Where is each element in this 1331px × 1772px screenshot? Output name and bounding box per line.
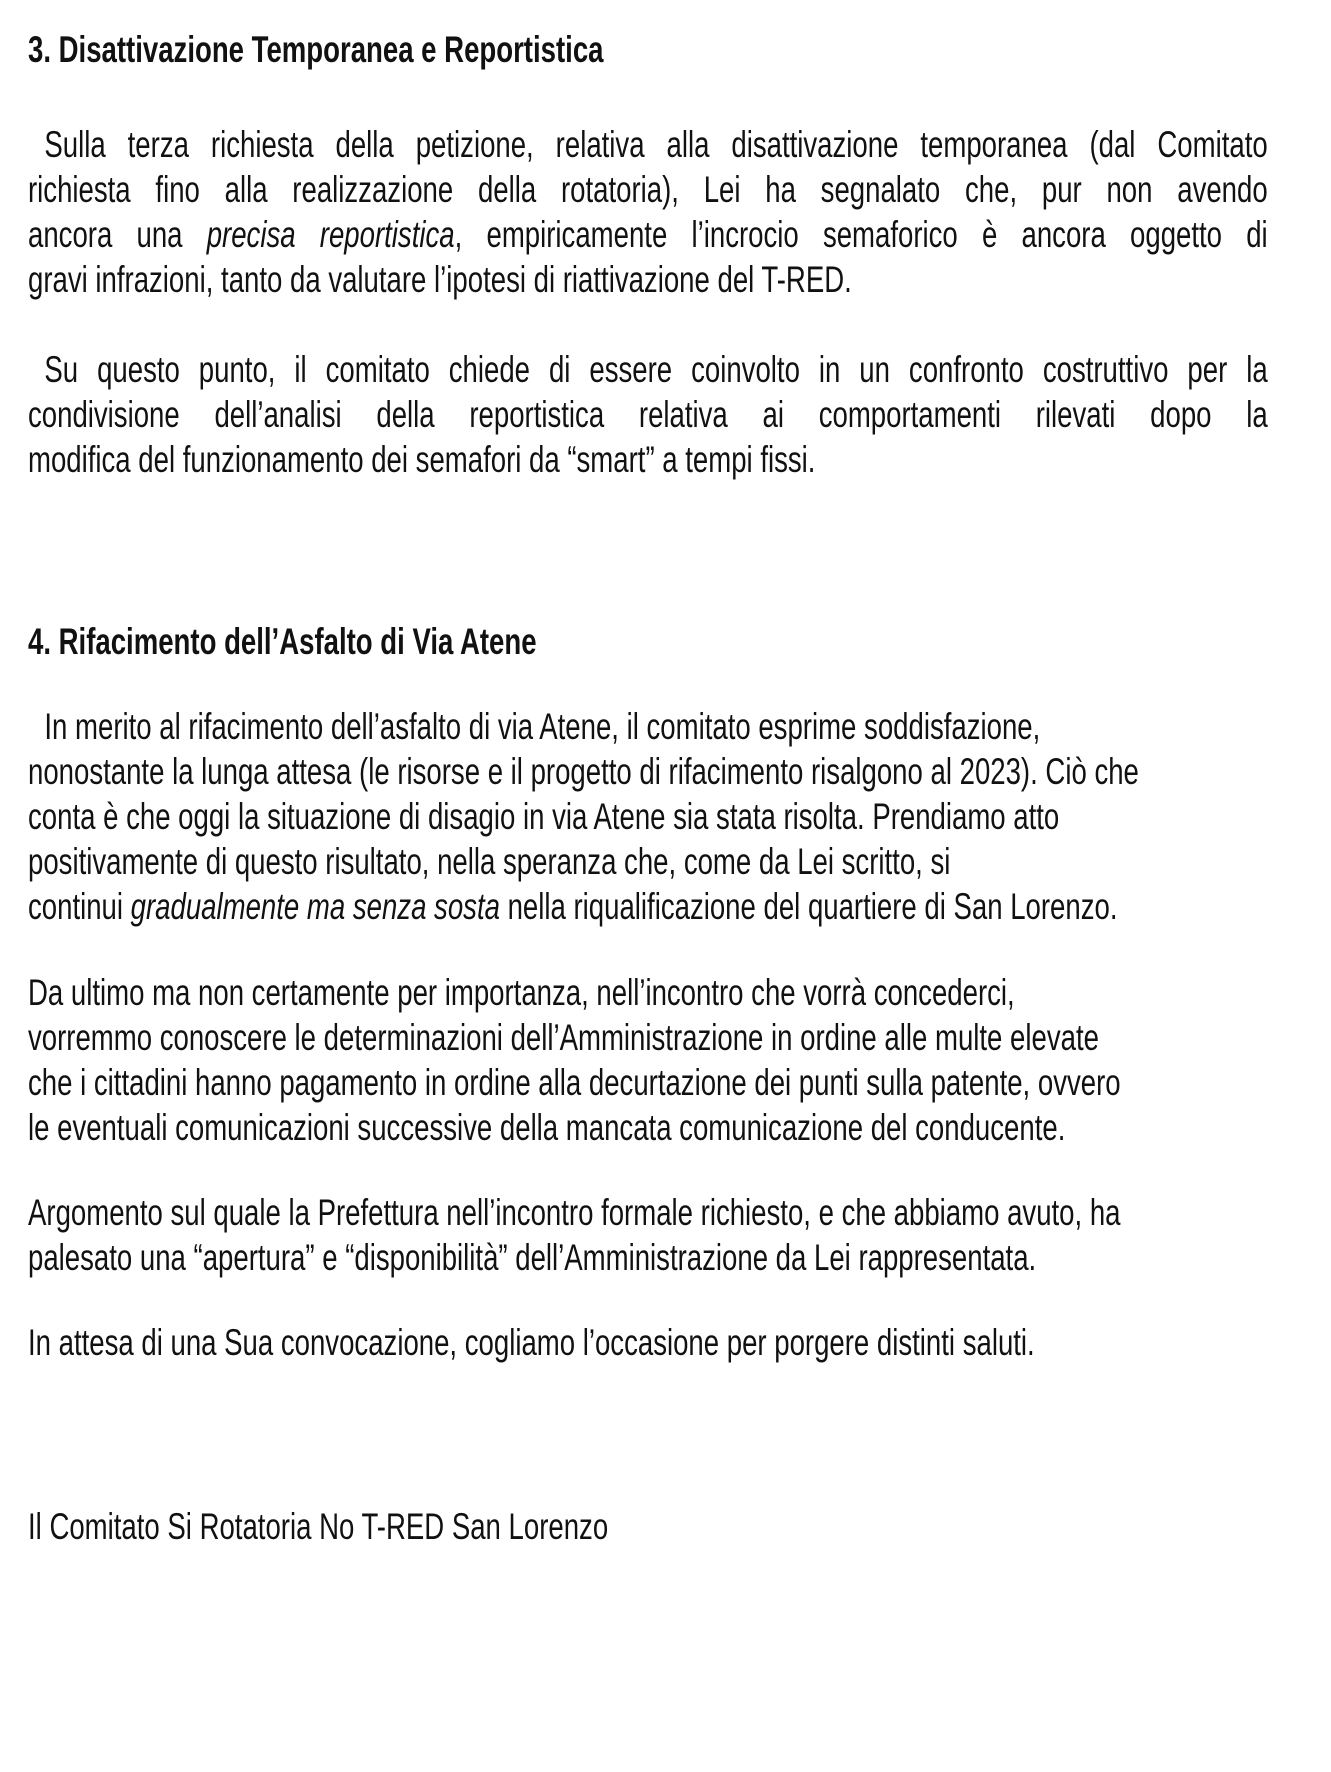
text-line: che i cittadini hanno pagamento in ordine alla decurtazione dei punti sulla patente, ovvero [28, 1062, 1121, 1103]
text-line: Argomento sul quale la Prefettura nell’incontro formale richiesto, e che abbiamo avuto, ha [28, 1192, 1121, 1233]
text-line: continui gradualmente ma senza sosta nella riqualificazione del quartiere di San Lorenzo. [28, 886, 1118, 927]
text-line: modifica del funzionamento dei semafori da “smart” a tempi fissi. [28, 439, 816, 480]
text-line: ancora una precisa reportistica, empiricamente l’incrocio semaforico è ancora oggetto di [28, 214, 1268, 255]
text-line: conta è che oggi la situazione di disagio in via Atene sia stata risolta. Prendiamo atto [28, 796, 1060, 837]
text-line: condivisione dell’analisi della reportistica relativa ai comportamenti rilevati dopo la [28, 394, 1268, 435]
italic-text: precisa reportistica [206, 214, 455, 255]
text-line: richiesta fino alla realizzazione della rotatoria), Lei ha segnalato che, pur non avendo [28, 169, 1268, 210]
text-line: le eventuali comunicazioni successive della mancata comunicazione del conducente. [28, 1107, 1066, 1148]
text-line: In merito al rifacimento dell’asfalto di via Atene, il comitato esprime soddisfazione, [44, 706, 1041, 747]
text-line: Su questo punto, il comitato chiede di essere coinvolto in un confronto costruttivo per la [44, 349, 1268, 390]
section-4-heading: 4. Rifacimento dell’Asfalto di Via Atene [28, 621, 537, 662]
section-3-heading: 3. Disattivazione Temporanea e Reportistica [28, 29, 604, 70]
signature: Il Comitato Si Rotatoria No T-RED San Lorenzo [28, 1506, 609, 1547]
document-page [28, 0, 1268, 1772]
text-line: gravi infrazioni, tanto da valutare l’ipotesi di riattivazione del T-RED. [28, 259, 852, 300]
text-line: Sulla terza richiesta della petizione, relativa alla disattivazione temporanea (dal Comitato [44, 124, 1268, 165]
text-line: positivamente di questo risultato, nella speranza che, come da Lei scritto, si [28, 841, 951, 882]
text-line: palesato una “apertura” e “disponibilità” dell’Amministrazione da Lei rappresentata. [28, 1237, 1037, 1278]
text-line: nonostante la lunga attesa (le risorse e il progetto di rifacimento risalgono al 2023). Ciò che [28, 751, 1139, 792]
text-line: Da ultimo ma non certamente per importanza, nell’incontro che vorrà concederci, [28, 972, 1015, 1013]
text-line: In attesa di una Sua convocazione, cogliamo l’occasione per porgere distinti saluti. [28, 1322, 1035, 1363]
italic-text: gradualmente ma senza sosta [130, 886, 500, 927]
text-line: vorremmo conoscere le determinazioni dell’Amministrazione in ordine alle multe elevate [28, 1017, 1099, 1058]
